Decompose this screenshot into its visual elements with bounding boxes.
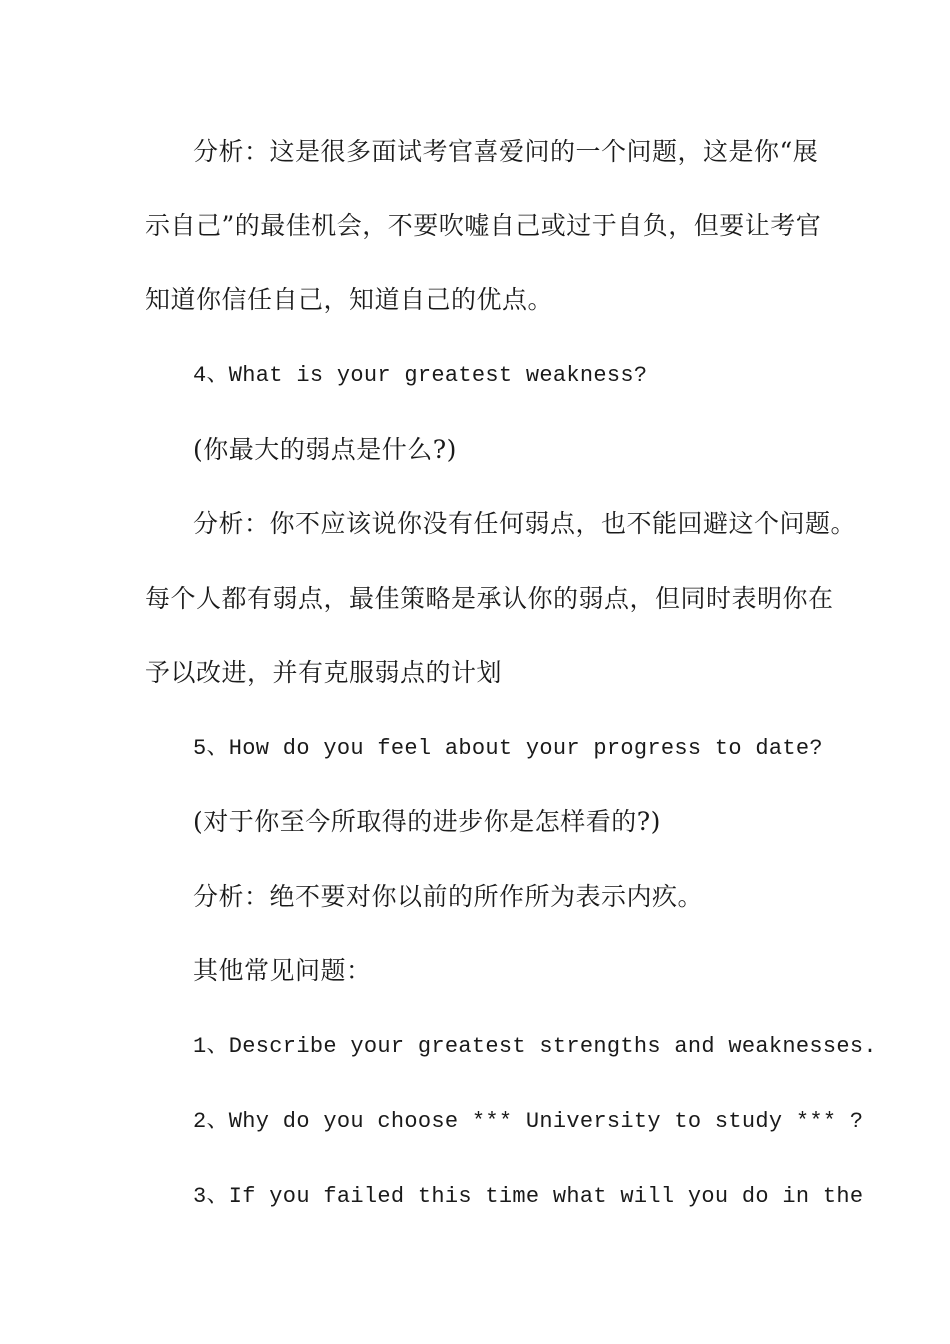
other-question-3: 3、If you failed this time what will you do in the: [193, 1184, 864, 1209]
analysis-paragraph-5: 分析：绝不要对你以前的所作所为表示内疚。: [193, 882, 704, 911]
other-question-2: 2、Why do you choose *** University to study *** ?: [193, 1109, 864, 1134]
analysis-paragraph-3-line-3: 知道你信任自己，知道自己的优点。: [145, 285, 554, 314]
question-4-english: 4、What is your greatest weakness?: [193, 363, 648, 388]
analysis-paragraph-4-line-1: 分析：你不应该说你没有任何弱点，也不能回避这个问题。: [193, 509, 857, 538]
analysis-paragraph-3-line-1: 分析：这是很多面试考官喜爱问的一个问题，这是你“展: [193, 137, 819, 166]
other-questions-heading: 其他常见问题：: [193, 956, 372, 985]
analysis-paragraph-3-line-2: 示自己”的最佳机会，不要吹嘘自己或过于自负，但要让考官: [145, 211, 822, 240]
question-4-chinese: (你最大的弱点是什么?): [193, 435, 457, 464]
question-5-english: 5、How do you feel about your progress to date?: [193, 736, 823, 761]
analysis-paragraph-4-line-3: 予以改进，并有克服弱点的计划: [145, 658, 503, 687]
question-5-chinese: (对于你至今所取得的进步你是怎样看的?): [193, 807, 661, 836]
analysis-paragraph-4-line-2: 每个人都有弱点，最佳策略是承认你的弱点，但同时表明你在: [145, 584, 834, 613]
other-question-1: 1、Describe your greatest strengths and weaknesses.: [193, 1034, 877, 1059]
